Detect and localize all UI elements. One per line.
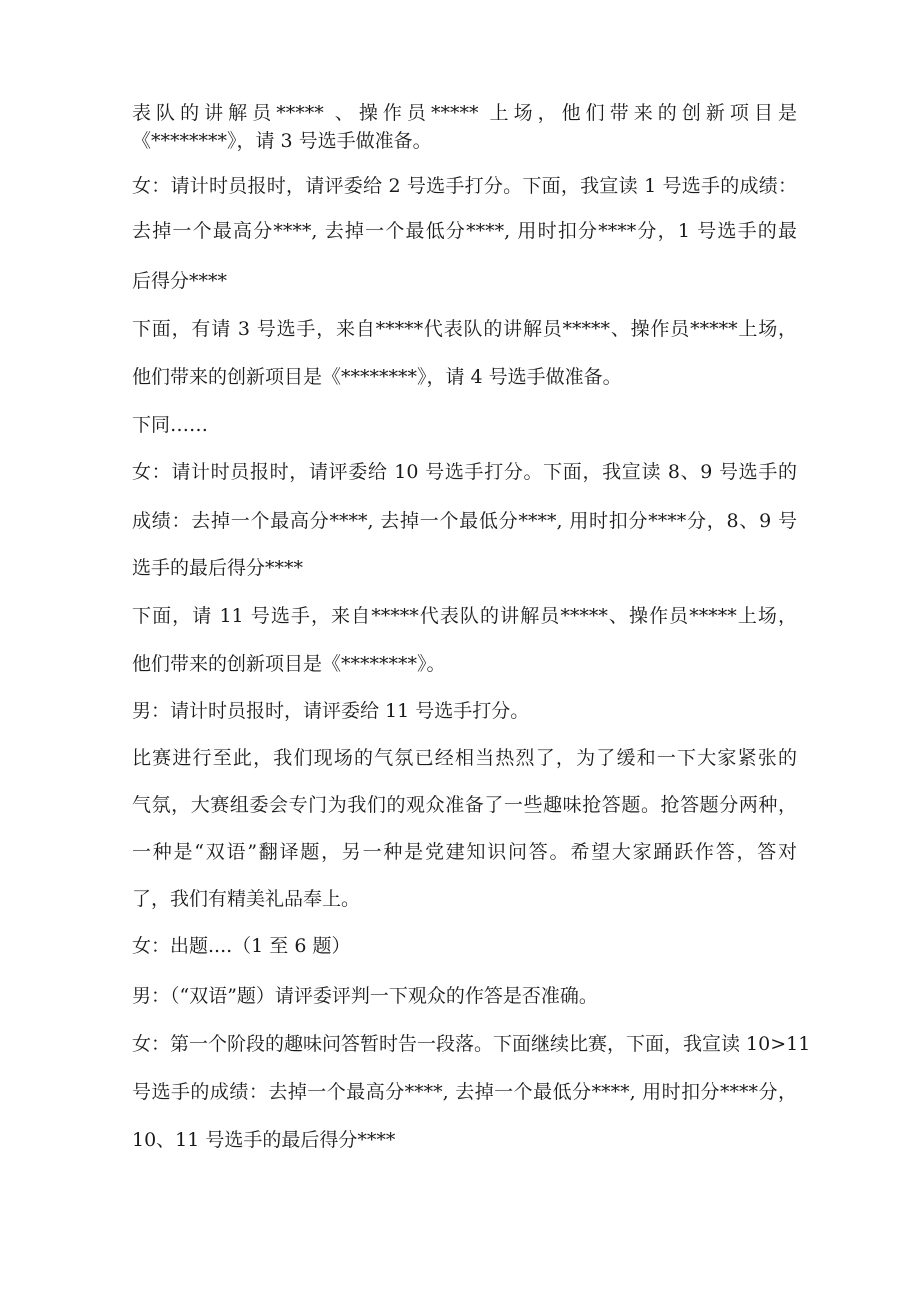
text-line: 10、11 号选手的最后得分****	[132, 1129, 396, 1151]
text-line: 他们带来的创新项目是《********》，请 4 号选手做准备。	[132, 366, 622, 388]
text-line: 他们带来的创新项目是《********》。	[132, 653, 446, 675]
text-line: 女：请计时员报时，请评委给 2 号选手打分。下面，我宣读 1 号选手的成绩：	[132, 175, 797, 197]
text-line: 女：请计时员报时，请评委给 10 号选手打分。下面，我宣读 8、9 号选手的	[132, 461, 797, 483]
text-line: 号选手的成绩：去掉一个最高分****, 去掉一个最低分****, 用时扣分****分，	[132, 1081, 797, 1103]
text-line: 比赛进行至此，我们现场的气氛已经相当热烈了，为了缓和一下大家紧张的	[132, 747, 797, 769]
text-line: 下同……	[132, 414, 209, 436]
text-line: 下面，请 11 号选手，来自*****代表队的讲解员*****、操作员*****上场，	[132, 605, 797, 627]
text-line: 气氛，大赛组委会专门为我们的观众准备了一些趣味抢答题。抢答题分两种，	[132, 794, 797, 816]
text-line: 男：（“双语”题）请评委评判一下观众的作答是否准确。	[132, 985, 598, 1007]
text-line: 女：出题....（1 至 6 题）	[132, 935, 351, 957]
text-line: 《********》，请 3 号选手做准备。	[132, 130, 432, 152]
text-line: 女：第一个阶段的趣味问答暂时告一段落。下面继续比赛，下面，我宣读 10>11	[132, 1033, 811, 1055]
text-line: 男：请计时员报时，请评委给 11 号选手打分。	[132, 700, 530, 722]
text-line: 下面，有请 3 号选手，来自*****代表队的讲解员*****、操作员*****上场，	[132, 318, 797, 340]
text-line: 选手的最后得分****	[132, 557, 304, 579]
text-line: 成绩：去掉一个最高分****, 去掉一个最低分****, 用时扣分****分，8、9 号	[132, 510, 797, 532]
text-line: 表队的讲解员***** 、操作员***** 上场，他们带来的创新项目是	[132, 102, 797, 124]
text-line: 了，我们有精美礼品奉上。	[132, 888, 361, 910]
text-line: 后得分****	[132, 270, 228, 292]
text-line: 一种是“双语”翻译题，另一种是党建知识问答。希望大家踊跃作答，答对	[132, 841, 797, 863]
text-line: 去掉一个最高分****, 去掉一个最低分****, 用时扣分****分，1 号选手的最	[132, 220, 797, 242]
